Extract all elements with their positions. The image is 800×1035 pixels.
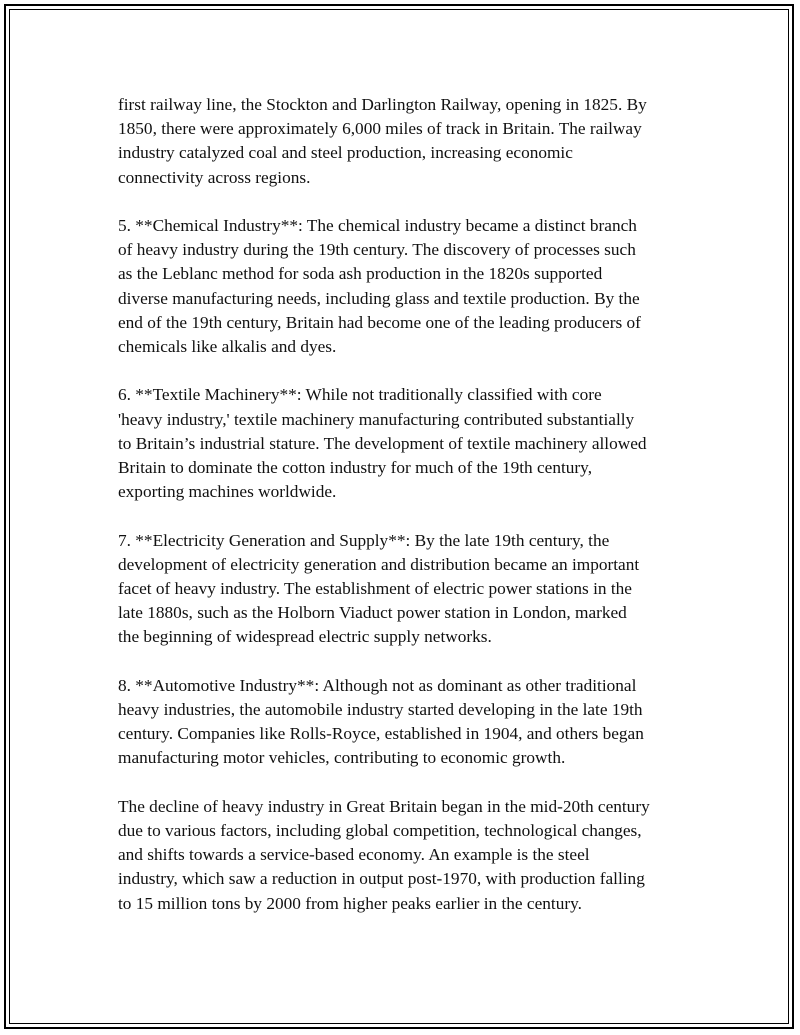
paragraph-decline-of-heavy-industry: The decline of heavy industry in Great Britain began in the mid-20th century due to various factors, including global competition, technological changes, and shifts towards a service-based economy. An example is the steel industry, which saw a reduction in output post-1970, with production falling to 15 million tons by 2000 from higher peaks earlier in the century. <box>118 796 650 913</box>
paragraph-automotive-industry: 8. **Automotive Industry**: Although not as dominant as other traditional heavy industries, the automobile industry started developing in the late 19th century. Companies like Rolls-Royce, established in 1904, and others began manufacturing motor vehicles, contributing to economic growth. <box>118 675 644 768</box>
paragraph-chemical-industry: 5. **Chemical Industry**: The chemical industry became a distinct branch of heavy industry during the 19th century. The discovery of processes such as the Leblanc method for soda ash production in the 1820s supported diverse manufacturing needs, including glass and textile production. By the end of the 19th century, Britain had become one of the leading producers of chemicals like alkalis and dyes. <box>118 216 641 357</box>
paragraph-railway-continued: first railway line, the Stockton and Darlington Railway, opening in 1825. By 1850, there were approximately 6,000 miles of track in Britain. The railway industry catalyzed coal and steel production, increasing economic connectivity across regions. <box>118 95 647 187</box>
document-body <box>118 93 698 940</box>
paragraph-textile-machinery: 6. **Textile Machinery**: While not traditionally classified with core 'heavy industry,' textile machinery manufacturing contributed substantially to Britain’s industrial stature. The development of textile machinery allowed Britain to dominate the cotton industry for much of the 19th century, exporting machines worldwide. <box>118 385 647 502</box>
paragraph-electricity-generation: 7. **Electricity Generation and Supply**: By the late 19th century, the development of electricity generation and distribution became an important facet of heavy industry. The establishment of electric power stations in the late 1880s, such as the Holborn Viaduct power station in London, marked the beginning of widespread electric supply networks. <box>118 530 640 647</box>
